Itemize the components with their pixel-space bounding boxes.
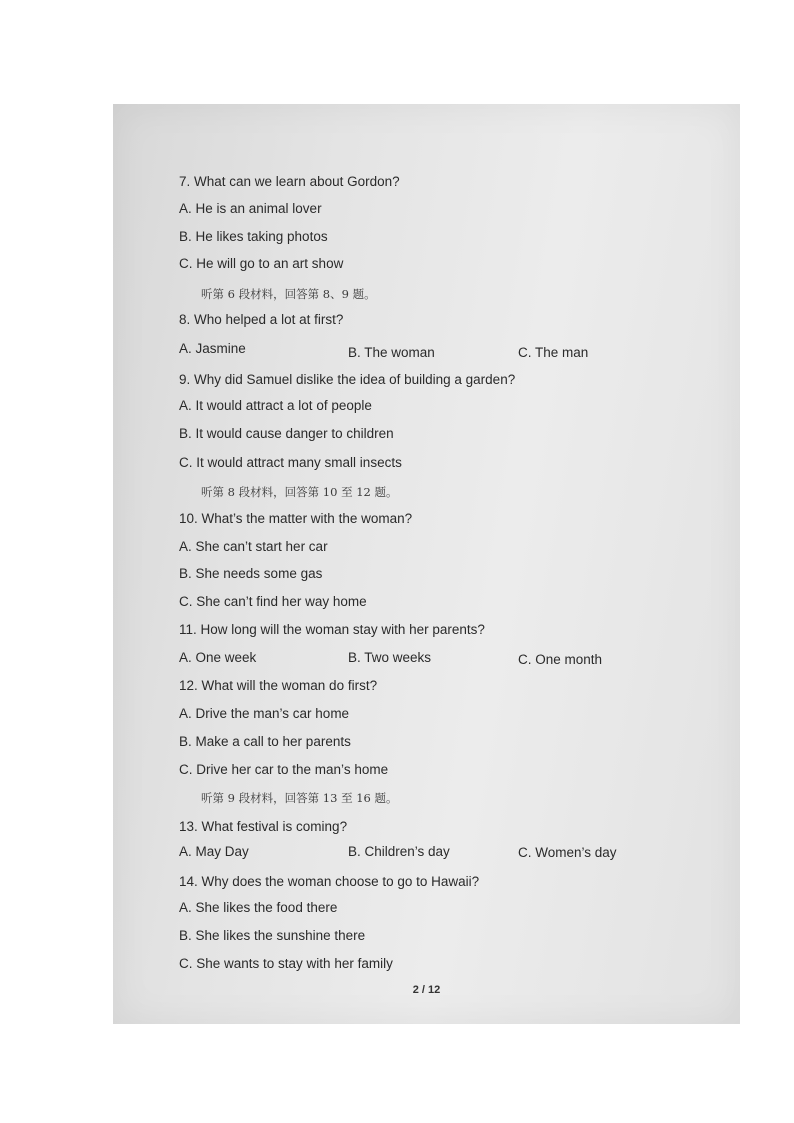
- question-10: 10. What’s the matter with the woman?: [179, 511, 413, 526]
- option-14c: C. She wants to stay with her family: [179, 956, 393, 971]
- option-8b: B. The woman: [348, 345, 435, 360]
- option-11b: B. Two weeks: [348, 650, 432, 665]
- option-11c: C. One month: [518, 652, 603, 667]
- option-14a: A. She likes the food there: [179, 900, 338, 915]
- option-11a: A. One week: [179, 650, 257, 665]
- option-9a: A. It would attract a lot of people: [179, 398, 372, 413]
- option-12b: B. Make a call to her parents: [179, 734, 351, 749]
- question-12: 12. What will the woman do first?: [179, 678, 378, 693]
- option-12a: A. Drive the man’s car home: [179, 706, 350, 721]
- section-note-8: 听第 8 段材料，回答第 10 至 12 题。: [201, 485, 398, 499]
- option-7c: C. He will go to an art show: [179, 256, 344, 271]
- option-10b: B. She needs some gas: [179, 566, 323, 581]
- page-number: 2 / 12: [412, 984, 441, 996]
- option-12c: C. Drive her car to the man’s home: [179, 762, 389, 777]
- question-9: 9. Why did Samuel dislike the idea of building a garden?: [179, 372, 516, 387]
- option-14b: B. She likes the sunshine there: [179, 928, 366, 943]
- option-13c: C. Women’s day: [518, 845, 617, 860]
- option-8a: A. Jasmine: [179, 341, 246, 356]
- question-7: 7. What can we learn about Gordon?: [179, 174, 400, 189]
- option-9c: C. It would attract many small insects: [179, 455, 402, 470]
- option-7b: B. He likes taking photos: [179, 229, 328, 244]
- question-14: 14. Why does the woman choose to go to Hawaii?: [179, 874, 480, 889]
- question-8: 8. Who helped a lot at first?: [179, 312, 344, 327]
- option-7a: A. He is an animal lover: [179, 201, 322, 216]
- option-8c: C. The man: [518, 345, 589, 360]
- question-13: 13. What festival is coming?: [179, 819, 348, 834]
- exam-page: [113, 104, 740, 1024]
- option-13a: A. May Day: [179, 844, 249, 859]
- section-note-6: 听第 6 段材料，回答第 8、9 题。: [201, 287, 376, 301]
- option-10a: A. She can’t start her car: [179, 539, 328, 554]
- section-note-9: 听第 9 段材料，回答第 13 至 16 题。: [201, 791, 398, 805]
- option-10c: C. She can’t find her way home: [179, 594, 367, 609]
- option-9b: B. It would cause danger to children: [179, 426, 394, 441]
- option-13b: B. Children’s day: [348, 844, 450, 859]
- question-11: 11. How long will the woman stay with her parents?: [179, 622, 485, 637]
